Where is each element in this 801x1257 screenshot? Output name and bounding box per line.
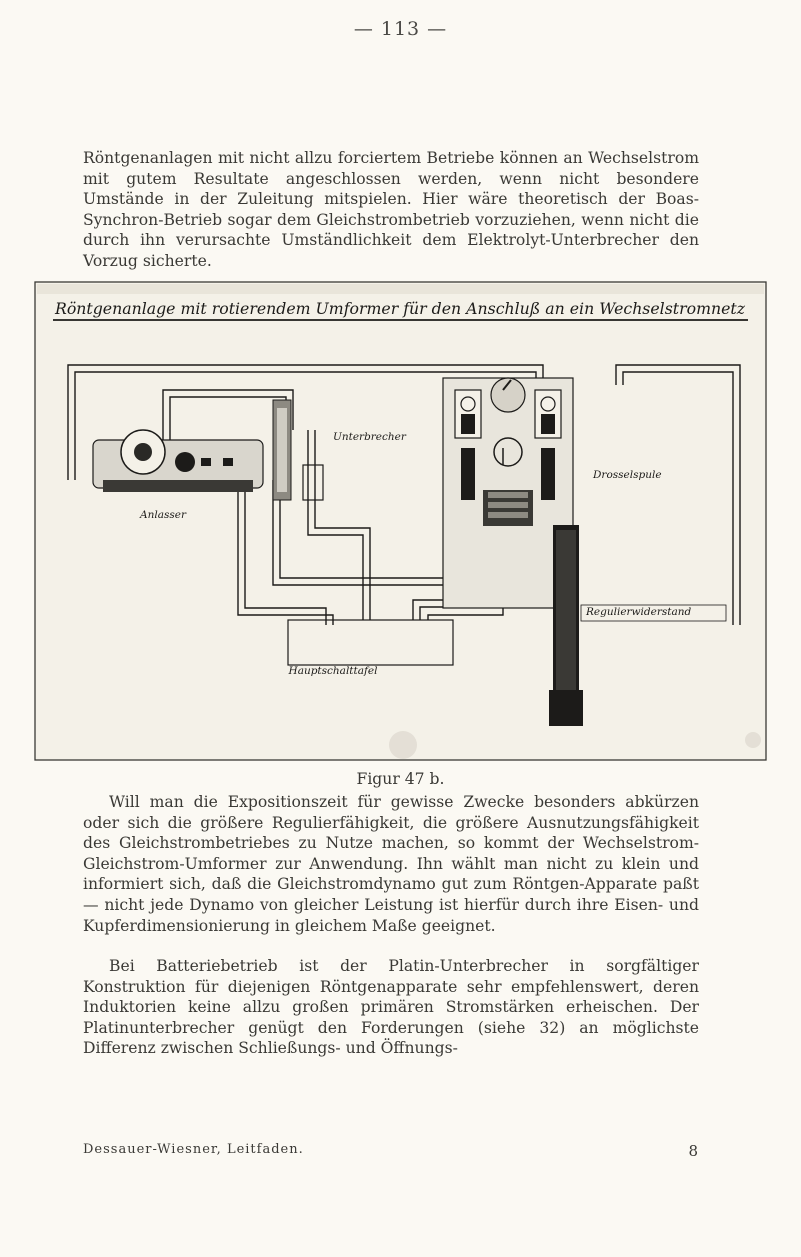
regulating-resistor <box>549 525 583 726</box>
figure-title: Röntgenanlage mit rotierendem Umformer für den Anschluß an ein Wechselstromnetz <box>53 300 746 318</box>
figure-top-band <box>37 284 764 294</box>
figure-caption: Figur 47 b. <box>356 770 445 788</box>
figure-frame <box>35 282 766 760</box>
paper-stain-2 <box>745 732 761 748</box>
label-schalttafel: Hauptschalttafel <box>288 665 378 677</box>
label-unterbrecher: Unterbrecher <box>333 431 406 443</box>
signature-mark: 8 <box>688 1142 699 1160</box>
footer-source: Dessauer-Wiesner, Leitfaden. <box>83 1142 304 1157</box>
paper-stain <box>389 731 417 759</box>
wiring-diagram-figure <box>33 280 768 762</box>
label-drosselspule: Drosselspule <box>593 469 662 481</box>
page-number: — 113 — <box>353 18 448 40</box>
paragraph-intro: Röntgenanlagen mit nicht allzu forciertem Betriebe können an Wechselstrom mit gutem Resultate angeschlossen werden, wenn nicht besondere Umstände in der Zuleitung mitspielen. Hier wäre theoretisch der Boas-Synchron-Betrieb sogar dem Gleichstrombetrieb vorzuziehen, wenn nicht die durch ihn verursachte Umständlichkeit dem Elektrolyt-Unterbrecher den Vorzug sicherte. <box>83 149 699 270</box>
label-anlasser: Anlasser <box>140 509 186 521</box>
label-schaltapparat: Regulierwiderstand <box>586 606 692 618</box>
page-footer <box>83 1142 699 1160</box>
paragraph-battery: Bei Batteriebetrieb ist der Platin-Unterbrecher in sorgfältiger Konstruktion für diejenigen Röntgenapparate sehr empfehlenswert, deren Induktorien keine allzu großen primären Stromstärken erheischen. Der Platinunterbrecher genügt den Forderungen (siehe 32) an möglichste Differenz zwischen Schließungs- und Öffnungs- <box>83 957 699 1058</box>
paragraph-converter: Will man die Expositionszeit für gewisse Zwecke besonders abkürzen oder sich die größere Regulierfähigkeit, die größere Ausnutzungsfähigkeit des Gleichstrombetriebes zu Nutze machen, so kommt der Wechselstrom-Gleichstrom-Umformer zur Anwendung. Ihn wählt man nicht zu klein und informiert sich, daß die Gleichstromdynamo gut zum Röntgen-Apparate paßt — nicht jede Dynamo von gleicher Leistung ist hierfür durch ihre Eisen- und Kupferdimensionierung in gleichem Maße geeignet. <box>83 793 699 935</box>
